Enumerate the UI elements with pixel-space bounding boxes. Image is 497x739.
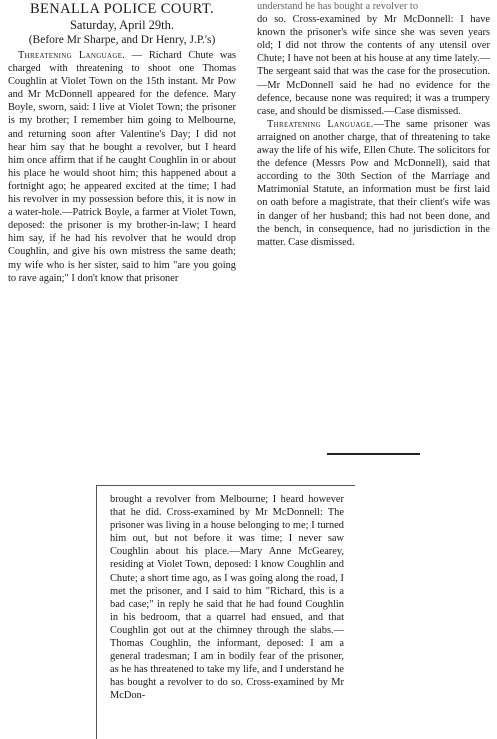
case1-continued-text: brought a revolver from Melbourne; I heard however that he did. Cross-examined by Mr McDonnell: The prisoner was living in a house belonging to me; I turned him out, but not before it was time; I never saw Coughlin about his place.—Mary Anne McGearey, residing at Violet Town, deposed: I know Coughlin and Chute; a short time ago, as I was going along the road, I met the prisoner, and I said to him "Richard, this is a bad case;" in reply he said that he had found Coughlin in his bedroom, that a quarrel had ensued, and that Coughlin got out at the chimney through the slabs.—Thomas Coughlin, the informant, deposed: I am a general tradesman; I am in bodily fear of the prisoner, as he has threatened to take my life, and I understand he has bought a revolver to do so. Cross-examined by Mr McDon- [110, 494, 344, 702]
case1-heading: Threatening Language. [18, 50, 126, 61]
article-column-right [257, 0, 490, 249]
case2-heading: Threatening Language. [267, 118, 374, 130]
right-top-fragment: understand he has bought a revolver to [257, 1, 419, 12]
bench-line: (Before Mr Sharpe, and Dr Henry, J.P.'s) [28, 34, 216, 46]
article-column-left [8, 0, 236, 285]
end-rule [327, 453, 420, 455]
case2-paragraph: Threatening Language.—The same prisoner was arraigned on another charge, that of threatening to take away the life of his wife, Ellen Chute. The solicitors for the defence (Messrs Pow and McDonnell), said that according to the 30th Section of the Marriage and Matrimonial Statute, an information must be first laid on oath before a magistrate, that their client's wife was in danger of her husband; this had not been done, and the bench, in consequence, had no jurisdiction in the matter. Case dismissed. [257, 118, 490, 248]
case1-paragraph: Threatening Language. — Richard Chute was charged with threatening to shoot one Thomas Coughlin at Violet Town on the 15th instant. Mr Pow and Mr McDonnell appeared for the defence. Mary Boyle, sworn, said: I live at Violet Town; the prisoner is my brother; I remember him going to Melbourne, and returning soon after Valentine's Day; I did not hear him say that he bought a revolver, but I heard him once affirm that if he caught Coughlin in or about his place he would shoot him; this happened about a fortnight ago; he appeared excited at the time; I had his revolver in my possession before this, it is now in a water-hole.—Patrick Boyle, a farmer at Violet Town, deposed: the prisoner is my brother-in-law; I heard him say, if he had his revolver that he would drop Coughlin, and give his own mistress the same death; my wife who is her sister, said to him "are you going to rave again;" I don't know that prisoner [8, 50, 236, 284]
case1-text: Richard Chute was charged with threatening to shoot one Thomas Coughlin at Violet Town on the 15th instant. Mr Pow and Mr McDonnell appeared for the defence. Mary Boyle, sworn, said: I live at Violet Town; the prisoner is my brother; I remember him going to Melbourne, and returning soon after Valentine's Day; I did not hear him say that he bought a revolver, but I heard him once affirm that if he caught Coughlin in or about his place he would shoot him; this happened about a fortnight ago; he appeared excited at the time; I had his revolver in my possession before this, it is now in a water-hole.—Patrick Boyle, a farmer at Violet Town, deposed: the prisoner is my brother-in-law; I heard him say, if he had his revolver that he would drop Coughlin, and give his own mistress the same death; my wife who is her sister, said to him "are you going to rave again;" I don't know that prisoner [8, 50, 236, 284]
article-column-continued [110, 493, 344, 703]
date-line: Saturday, April 29th. [69, 18, 175, 32]
case1-right-text: do so. Cross-examined by Mr McDonnell: I have known the prisoner's wife since she was seven years old; I did not throw the contents of any utensil over Chute; I have not been at his house at any time lately.—The sergeant said that was the case for the prosecution.—Mr McDonnell said he had no evidence for the defence, because none was required; it was a trumpery case, and should be dismissed.—Case dismissed. [257, 14, 490, 117]
case2-text: The same prisoner was arraigned on another charge, that of threatening to take away the life of his wife, Ellen Chute. The solicitors for the defence (Messrs Pow and McDonnell), said that according to the 30th Section of the Marriage and Matrimonial Statute, an information must be first laid on oath before a magistrate, that their client's wife was in danger of her husband; this had not been done, and the bench, in consequence, had no jurisdiction in the matter. Case dismissed. [257, 118, 490, 248]
masthead: BENALLA POLICE COURT. [29, 1, 215, 17]
